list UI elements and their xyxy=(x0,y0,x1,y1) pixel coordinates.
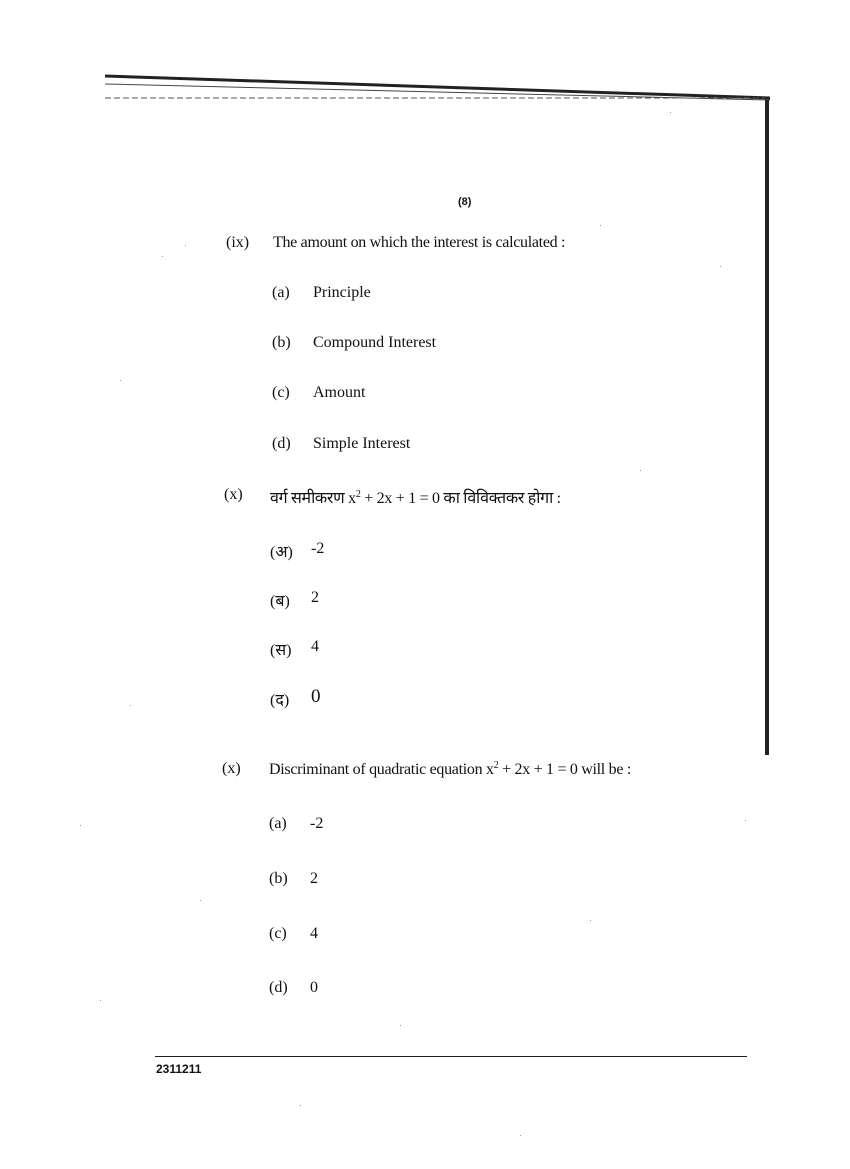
option-label: (d) xyxy=(272,435,291,452)
footer-rule xyxy=(155,1056,747,1057)
option-text: 2 xyxy=(311,589,319,606)
option-text: 4 xyxy=(310,925,318,942)
option-label: (अ) xyxy=(270,544,293,561)
exponent: 2 xyxy=(355,489,361,500)
question-text-part: + 2x + 1 = 0 का विविक्तकर होगा : xyxy=(360,490,561,507)
page-number: (8) xyxy=(458,196,472,208)
option-text: 2 xyxy=(310,870,318,887)
option-label: (a) xyxy=(269,815,287,832)
question-text-part: Discriminant of quadratic equation x xyxy=(269,761,494,778)
question-number: (ix) xyxy=(226,234,250,251)
question-text: The amount on which the interest is calculated : xyxy=(273,234,566,251)
exponent: 2 xyxy=(493,760,499,771)
option-label: (b) xyxy=(272,334,291,351)
footer-code: 2311211 xyxy=(156,1062,202,1076)
option-text: Compound Interest xyxy=(313,334,437,351)
question-text-part: + 2x + 1 = 0 will be : xyxy=(498,761,631,778)
top-border-rule xyxy=(105,74,770,102)
option-label: (c) xyxy=(269,925,287,942)
question-text-hindi xyxy=(270,486,561,508)
option-label: (द) xyxy=(270,692,290,709)
option-text: Simple Interest xyxy=(313,435,411,452)
question-text-english xyxy=(269,760,631,779)
question-number: (x) xyxy=(224,486,243,503)
option-label: (a) xyxy=(272,284,290,301)
question-text-part: वर्ग समीकरण x xyxy=(270,490,356,507)
option-text: Principle xyxy=(313,284,371,301)
question-number: (x) xyxy=(222,760,241,777)
option-label: (ब) xyxy=(270,593,290,610)
option-label: (स) xyxy=(270,642,292,659)
option-text: -2 xyxy=(311,540,325,557)
option-label: (c) xyxy=(272,384,290,401)
right-border-rule xyxy=(765,100,769,755)
option-label: (b) xyxy=(269,870,288,887)
option-text: 4 xyxy=(311,638,319,655)
option-label: (d) xyxy=(269,979,288,996)
option-text: 0 xyxy=(310,979,318,996)
option-text: Amount xyxy=(313,384,366,401)
option-text: -2 xyxy=(310,815,324,832)
option-text: 0 xyxy=(311,686,321,707)
